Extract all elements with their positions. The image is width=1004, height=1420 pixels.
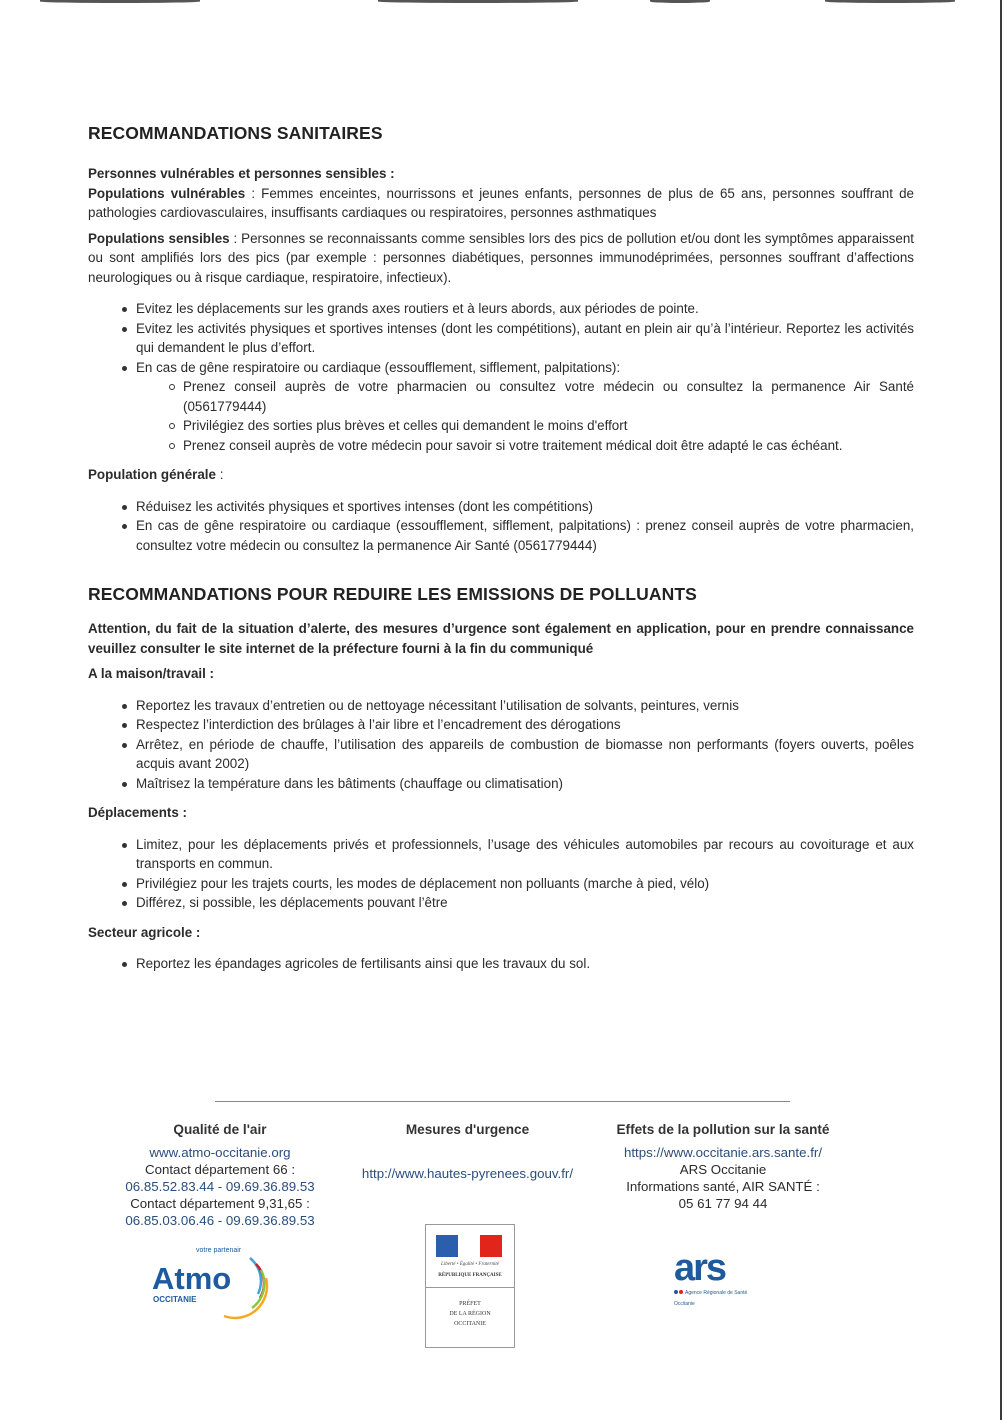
prefet-region-logo: [425, 1224, 515, 1348]
alert-warning: Attention, du fait de la situation d’alerte, des mesures d’urgence sont également en application, pour en prendre connaissance veuillez consulter le site internet de la préfecture fourni à la fin du communiqué: [88, 621, 914, 656]
list-item: Reportez les épandages agricoles de fertilisants ainsi que les travaux du sol.: [136, 954, 914, 974]
sub-list-item: Prenez conseil auprès de votre médecin pour savoir si votre traitement médical doit être adapté le cas échéant.: [183, 436, 914, 456]
sensitive-advice-list: [88, 299, 914, 455]
ars-info-label: Informations santé, AIR SANTÉ :: [626, 1179, 820, 1194]
travel-list: [88, 835, 914, 913]
home-work-label: A la maison/travail :: [88, 666, 215, 681]
atmo-arc-blue: [250, 1258, 261, 1294]
ars-logo-graphic: [672, 1248, 782, 1312]
emergency-heading: Mesures d'urgence: [405, 1122, 530, 1137]
section-title-health: RECOMMANDATIONS SANITAIRES: [88, 123, 383, 143]
health-heading: Effets de la pollution sur la santé: [616, 1122, 830, 1137]
sensitive-text: : Personnes se reconnaissants comme sensibles lors des pics de pollution et/ou dont les symptômes apparaissent ou sont amplifiés lors des pics (par exemple : personnes diabétiques, personnes immunodéprimées, personnes souffrant d’affections neurologiques ou à risque cardiaque, respiratoire, infectieux).: [88, 230, 914, 285]
document-body: [88, 122, 914, 974]
contact-66-phones[interactable]: 06.85.52.83.44 - 09.69.36.89.53: [125, 1179, 315, 1194]
general-suffix: :: [215, 467, 224, 482]
vulnerable-text: : Femmes enceintes, nourrissons et jeunes enfants, personnes de plus de 65 ans, personnes souffrant de pathologies cardiovasculaires, insuffisants cardiaques ou respiratoires, personnes asthmatiques: [88, 185, 914, 220]
list-item: Maîtrisez la température dans les bâtiments (chauffage ou climatisation): [136, 774, 914, 794]
general-advice-list: [88, 497, 914, 556]
sensitive-populations: [88, 229, 914, 288]
ars-dot-red: [679, 1290, 683, 1294]
list-item-text: En cas de gêne respiratoire ou cardiaque (essoufflement, sifflement, palpitations):: [136, 359, 621, 375]
contact-other-label: Contact département 9,31,65 :: [130, 1196, 310, 1211]
footer-air-quality: [100, 1121, 340, 1229]
general-label: Population générale: [88, 467, 216, 482]
home-work-list: [88, 696, 914, 794]
list-item: Reportez les travaux d’entretien ou de nettoyage nécessitant l’utilisation de solvants, peintures, vernis: [136, 696, 914, 716]
agriculture-list: [88, 954, 914, 974]
prefet-line2: DE LA RÉGION: [449, 1311, 491, 1317]
sensitive-label: Populations sensibles: [88, 230, 230, 246]
prefet-republic: RÉPUBLIQUE FRANÇAISE: [438, 1273, 502, 1278]
atmo-region: OCCITANIE: [153, 1295, 197, 1304]
ars-org: ARS Occitanie: [679, 1162, 767, 1177]
footer-divider: [215, 1101, 790, 1102]
prefet-line1: PRÉFET: [459, 1301, 481, 1307]
ars-phone: 05 61 77 94 44: [678, 1196, 768, 1211]
list-item: Réduisez les activités physiques et sportives intenses (dont les compétitions): [136, 497, 914, 517]
atmo-website-link[interactable]: www.atmo-occitanie.org: [149, 1145, 291, 1160]
atmo-logo-graphic: [150, 1244, 290, 1320]
scan-edge: [1000, 0, 1002, 1420]
contact-66-label: Contact département 66 :: [144, 1162, 296, 1177]
french-flag-icon: [436, 1235, 502, 1257]
list-item: Evitez les déplacements sur les grands axes routiers et à leurs abords, aux périodes de pointe.: [136, 299, 914, 319]
air-quality-heading: Qualité de l'air: [173, 1122, 267, 1137]
list-item: [136, 358, 914, 456]
ars-subtitle: Agence Régionale de Santé: [685, 1290, 748, 1296]
list-item: En cas de gêne respiratoire ou cardiaque (essoufflement, sifflement, palpitations) : prenez conseil auprès de votre pharmacien, consultez votre médecin ou consultez la permanence Air Santé (0561779444): [136, 516, 914, 555]
ars-name: ars: [674, 1248, 726, 1289]
scan-artifact: [650, 0, 710, 3]
list-item: Limitez, pour les déplacements privés et professionnels, l’usage des véhicules automobiles par recours au covoiturage et aux transports en commun.: [136, 835, 914, 874]
vulnerable-label: Populations vulnérables: [88, 185, 246, 201]
ars-website-link[interactable]: https://www.occitanie.ars.sante.fr/: [623, 1145, 823, 1160]
prefet-divider: [426, 1287, 514, 1288]
sub-list-item: Privilégiez des sorties plus brèves et celles qui demandent le moins d'effort: [183, 416, 914, 436]
ars-occitanie-logo: [672, 1248, 782, 1312]
agriculture-label: Secteur agricole :: [88, 924, 201, 940]
scan-artifact: [40, 0, 200, 3]
prefecture-website-link[interactable]: http://www.hautes-pyrenees.gouv.fr/: [361, 1166, 574, 1181]
scan-artifact: [825, 0, 955, 3]
footer-health: [598, 1121, 848, 1212]
travel-label: Déplacements :: [88, 805, 187, 820]
prefet-line3: OCCITANIE: [454, 1321, 486, 1327]
list-item: Différez, si possible, les déplacements pouvant l’être: [136, 893, 914, 913]
atmo-name: Atmo: [152, 1261, 232, 1296]
contact-other-phones[interactable]: 06.85.03.06.46 - 09.69.36.89.53: [125, 1213, 315, 1228]
vulnerable-populations: [88, 184, 914, 223]
list-item: Privilégiez pour les trajets courts, les modes de déplacement non polluants (marche à pied, vélo): [136, 874, 914, 894]
list-item: Respectez l’interdiction des brûlages à l’air libre et l’encadrement des dérogations: [136, 715, 914, 735]
ars-region: Occitanie: [674, 1301, 695, 1307]
list-item: Arrêtez, en période de chauffe, l’utilisation des appareils de combustion de biomasse non performants (foyers ouverts, poêles acquis avant 2002): [136, 735, 914, 774]
ars-dot-blue: [674, 1290, 678, 1294]
atmo-occitanie-logo: [150, 1244, 290, 1320]
general-population-heading: [88, 465, 914, 485]
footer-emergency: [345, 1121, 590, 1182]
section-title-emissions: RECOMMANDATIONS POUR REDUIRE LES EMISSIONS DE POLLUANTS: [88, 584, 697, 604]
prefet-text: [428, 1299, 512, 1329]
list-item: Evitez les activités physiques et sportives intenses (dont les compétitions), autant en plein air qu’à l’intérieur. Reportez les activités qui demandent le plus d’effort.: [136, 319, 914, 358]
atmo-tagline: votre partenair: [196, 1247, 242, 1254]
prefet-motto: Liberté • Égalité • Fraternité: [441, 1262, 499, 1267]
sub-list-item: Prenez conseil auprès de votre pharmacien ou consultez votre médecin ou consultez la permanence Air Santé (0561779444): [183, 377, 914, 416]
sub-advice-list: [136, 377, 914, 455]
scan-artifact: [378, 0, 578, 3]
intro-label: Personnes vulnérables et personnes sensibles :: [88, 166, 395, 181]
